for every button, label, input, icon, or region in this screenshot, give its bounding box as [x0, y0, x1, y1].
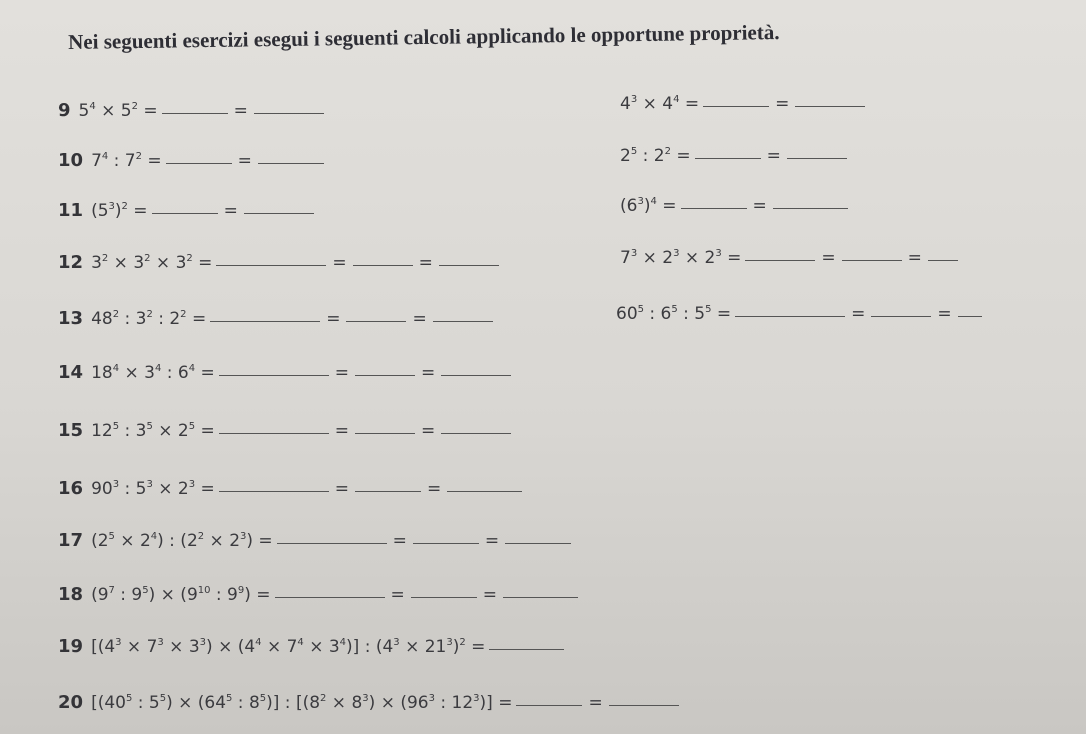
- answer-blank[interactable]: [152, 212, 218, 214]
- exercise-13: [58, 308, 497, 329]
- equals-sign: =: [937, 304, 952, 324]
- exercise-number: 12: [58, 252, 84, 273]
- answer-blank[interactable]: [928, 259, 958, 261]
- exercise-16: [58, 478, 526, 499]
- answer-blank[interactable]: [871, 315, 931, 317]
- answer-blank[interactable]: [503, 596, 578, 598]
- answer-blank[interactable]: [355, 374, 415, 376]
- answer-blank[interactable]: [413, 542, 479, 544]
- answer-blank[interactable]: [505, 542, 571, 544]
- answer-blank[interactable]: [166, 162, 232, 164]
- exercise-11: [58, 200, 318, 221]
- answer-blank[interactable]: [441, 374, 511, 376]
- answer-blank[interactable]: [355, 432, 415, 434]
- equals-sign: =: [326, 309, 341, 329]
- exercise-number: 9: [58, 100, 71, 121]
- answer-blank[interactable]: [516, 704, 582, 706]
- exercise-12-right: [620, 248, 962, 268]
- exercise-expression: $5^4 \times 5^2$ =: [78, 101, 158, 121]
- exercise-expression: $12^5$ : $3^5 \times 2^5$ =: [91, 421, 215, 441]
- exercise-20: [58, 692, 683, 713]
- exercise-9: [58, 100, 328, 121]
- answer-blank[interactable]: [842, 259, 902, 261]
- exercise-number: 14: [58, 362, 84, 383]
- answer-blank[interactable]: [162, 112, 228, 114]
- answer-blank[interactable]: [219, 490, 329, 492]
- equals-sign: =: [237, 151, 252, 171]
- exercise-number: 11: [58, 200, 84, 221]
- exercise-number: 15: [58, 420, 84, 441]
- answer-blank[interactable]: [787, 157, 847, 159]
- equals-sign: =: [334, 363, 349, 383]
- equals-sign: =: [851, 304, 866, 324]
- answer-blank[interactable]: [489, 648, 564, 650]
- equals-sign: =: [752, 196, 767, 216]
- answer-blank[interactable]: [958, 315, 982, 317]
- exercise-number: 10: [58, 150, 84, 171]
- exercise-expression: $60^5$ : $6^5$ : $5^5$ =: [616, 304, 732, 324]
- equals-sign: =: [766, 146, 781, 166]
- exercise-11-right: [620, 196, 852, 216]
- answer-blank[interactable]: [210, 320, 320, 322]
- answer-blank[interactable]: [439, 264, 499, 266]
- exercise-12: [58, 252, 503, 273]
- equals-sign: =: [588, 693, 603, 713]
- exercise-expression: $(5^3)^2$ =: [91, 201, 148, 221]
- equals-sign: =: [420, 363, 436, 383]
- answer-blank[interactable]: [735, 315, 845, 317]
- equals-sign: =: [412, 309, 427, 329]
- equals-sign: =: [420, 421, 436, 441]
- answer-blank[interactable]: [219, 374, 329, 376]
- exercise-10-right: [620, 146, 851, 166]
- exercise-number: 16: [58, 478, 84, 499]
- exercise-expression: [($40^5$ : $5^5) \times (64^5$ : $8^5$)] : [$(8^2 \times 8^3) \times (96^3$ : $12^3$)] =: [91, 693, 513, 713]
- answer-blank[interactable]: [254, 112, 324, 114]
- exercise-number: 19: [58, 636, 84, 657]
- exercise-expression: $3^2 \times 3^2 \times 3^2$ =: [91, 253, 213, 273]
- equals-sign: =: [334, 479, 349, 499]
- answer-blank[interactable]: [795, 105, 865, 107]
- exercise-17: [58, 530, 575, 551]
- exercise-10: [58, 150, 328, 171]
- equals-sign: =: [390, 585, 405, 605]
- equals-sign: =: [484, 531, 500, 551]
- answer-blank[interactable]: [681, 207, 747, 209]
- equals-sign: =: [482, 585, 498, 605]
- exercise-number: 13: [58, 308, 84, 329]
- exercise-expression: $18^4 \times 3^4$ : $6^4$ =: [91, 363, 215, 383]
- exercise-expression: $2^5$ : $2^2$ =: [620, 146, 691, 166]
- equals-sign: =: [233, 101, 248, 121]
- exercise-15: [58, 420, 515, 441]
- exercise-expression: $48^2$ : $3^2$ : $2^2$ =: [91, 309, 207, 329]
- instructions-title: Nei seguenti esercizi esegui i seguenti calcoli applicando le opportune proprietà.: [68, 20, 780, 54]
- exercise-14: [58, 362, 515, 383]
- exercise-9-right: [620, 94, 869, 114]
- exercise-number: 18: [58, 584, 84, 605]
- exercise-13-right: [616, 304, 986, 324]
- exercise-expression: $4^3 \times 4^4$ =: [620, 94, 700, 114]
- answer-blank[interactable]: [745, 259, 815, 261]
- answer-blank[interactable]: [411, 596, 477, 598]
- answer-blank[interactable]: [609, 704, 679, 706]
- exercise-expression: $7^3 \times 2^3 \times 2^3$ =: [620, 248, 742, 268]
- equals-sign: =: [392, 531, 407, 551]
- answer-blank[interactable]: [433, 320, 493, 322]
- answer-blank[interactable]: [258, 162, 324, 164]
- exercise-expression: $90^3$ : $5^3 \times 2^3$ =: [91, 479, 215, 499]
- answer-blank[interactable]: [695, 157, 761, 159]
- exercise-number: 17: [58, 530, 84, 551]
- equals-sign: =: [223, 201, 238, 221]
- equals-sign: =: [821, 248, 836, 268]
- equals-sign: =: [334, 421, 349, 441]
- exercise-expression: ($9^7$ : $9^5) \times (9^{10}$ : $9^9$) =: [91, 585, 271, 605]
- answer-blank[interactable]: [447, 490, 522, 492]
- exercise-number: 20: [58, 692, 84, 713]
- exercise-expression: $(6^3)^4$ =: [620, 196, 677, 216]
- exercise-expression: $[(4^3 \times 7^3 \times 3^3) \times (4^4 \times 7^4 \times 3^4)]$ : $(4^3 \times 21^3)^2$ =: [91, 637, 486, 657]
- answer-blank[interactable]: [353, 264, 413, 266]
- equals-sign: =: [907, 248, 922, 268]
- exercise-18: [58, 584, 582, 605]
- answer-blank[interactable]: [219, 432, 329, 434]
- equals-sign: =: [418, 253, 433, 273]
- answer-blank[interactable]: [346, 320, 406, 322]
- exercise-expression: $7^4$ : $7^2$ =: [91, 151, 162, 171]
- exercise-expression: $(2^5 \times 2^4)$ : $(2^2 \times 2^3)$ =: [91, 531, 273, 551]
- answer-blank[interactable]: [773, 207, 848, 209]
- answer-blank[interactable]: [216, 264, 326, 266]
- answer-blank[interactable]: [355, 490, 421, 492]
- answer-blank[interactable]: [277, 542, 387, 544]
- answer-blank[interactable]: [703, 105, 769, 107]
- equals-sign: =: [426, 479, 442, 499]
- equals-sign: =: [775, 94, 790, 114]
- answer-blank[interactable]: [441, 432, 511, 434]
- answer-blank[interactable]: [275, 596, 385, 598]
- equals-sign: =: [332, 253, 347, 273]
- answer-blank[interactable]: [244, 212, 314, 214]
- exercise-19: [58, 636, 568, 657]
